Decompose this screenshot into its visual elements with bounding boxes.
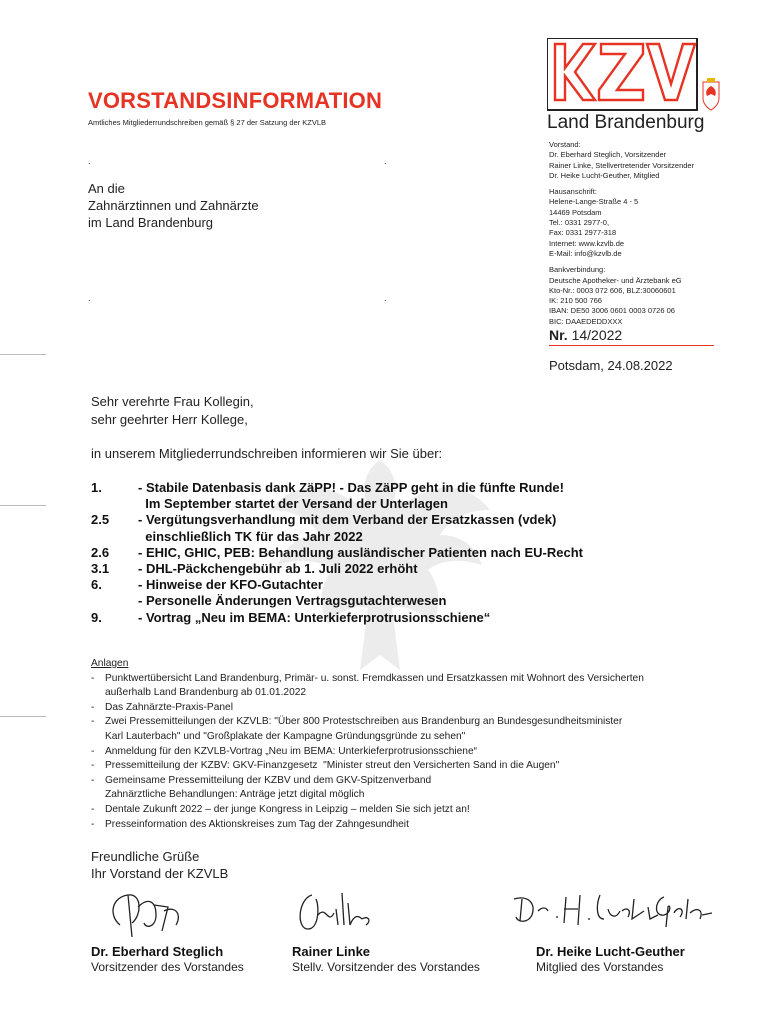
number-underline [549,345,714,346]
topic-text: - Hinweise der KFO-Gutachter [138,577,323,593]
topic-item [91,512,651,544]
signatory-role: Stellv. Vorsitzender des Vorstandes [292,960,480,974]
address-line: Helene-Lange-Straße 4 - 5 [549,197,639,207]
topic-text: - DHL-Päckchengebühr ab 1. Juli 2022 erhöht [138,561,418,577]
topic-text: - EHIC, GHIC, PEB: Behandlung ausländischer Patienten nach EU-Recht [138,544,583,560]
recipient-line: Zahnärztinnen und Zahnärzte [88,198,259,213]
attachment-text: Presseinformation des Aktionskreises zum Tag der Zahngesundheit [105,818,409,830]
attachment-item: - Punktwertübersicht Land Brandenburg, Primär- u. sonst. Fremdkassen und Ersatzkassen mit Wohnort des Versicherten außerhalb Land Brandenburg ab 01.01.2022 [91,672,731,701]
bank-line: Deutsche Apotheker- und Ärztebank eG [549,275,682,285]
board-line: Vorstand: [549,140,581,149]
attachment-text: Punktwertübersicht Land Brandenburg, Primär- u. sonst. Fremdkassen und Ersatzkassen mit Wohnort des Versicherten [105,672,644,684]
topic-number: 2.6 [91,544,110,560]
topic-number: 6. [91,577,102,593]
topic-number: 1. [91,480,102,495]
address-line: 14469 Potsdam [549,207,602,217]
address-line: Tel.: 0331 2977-0, [549,218,610,228]
number-label: Nr. [549,327,568,343]
topic-item [91,577,651,593]
topic-text: einschließlich TK für das Jahr 2022 [138,528,363,544]
attachment-text: Das Zahnärzte-Praxis-Panel [105,701,233,713]
bank-line: IBAN: DE50 3006 0601 0003 0726 06 [549,306,675,316]
attachment-item: - Anmeldung für den KZVLB-Vortrag „Neu im BEMA: Unterkieferprotrusionsschiene“ [91,745,731,760]
recipient-line: im Land Brandenburg [88,215,214,230]
signatory-name: Dr. Heike Lucht-Geuther [536,944,685,959]
topic-item [91,610,651,626]
topic-text: - Vortrag „Neu im BEMA: Unterkieferprotrusionsschiene“ [138,609,491,625]
topic-text: Im September startet der Versand der Unterlagen [138,496,448,512]
board-line: Dr. Eberhard Steglich, Vorsitzender [549,150,667,160]
recipient-line: An die [88,181,125,196]
signatory-name: Rainer Linke [292,944,371,959]
salutation [91,393,254,429]
attachment-text: Dentale Zukunft 2022 – der junge Kongress in Leipzig – melden Sie sich jetzt an! [105,803,470,815]
letter-date: Potsdam, 24.08.2022 [549,358,673,373]
attachments-heading: Anlagen [91,658,129,669]
salutation-line: Sehr verehrte Frau Kollegin, [91,394,254,409]
topic-item [91,593,651,609]
closing-line: Freundliche Grüße [91,849,200,864]
topic-list [91,480,651,626]
topic-text: - Stabile Datenbasis dank ZäPP! - Das ZäPP geht in die fünfte Runde! [138,480,564,495]
attachment-item: - Dentale Zukunft 2022 – der junge Kongress in Leipzig – melden Sie sich jetzt an! [91,803,731,818]
attachment-item: - Zwei Pressemitteilungen der KZVLB: "Über 800 Protestschreiben aus Brandenburg an Bundesgesundheitsminister Karl Lauterbach" und "Großplakate der Kampagne Gründungsgründe zu sehen" [91,715,731,744]
attachment-item: - Pressemitteilung der KZBV: GKV-Finanzgesetz "Minister streut den Versicherten Sand in die Augen" [91,759,731,774]
topic-text: - Vergütungsverhandlung mit dem Verband der Ersatzkassen (vdek) [138,512,557,528]
attachment-text: Zwei Pressemitteilungen der KZVLB: "Über 800 Protestschreiben aus Brandenburg an Bundesgesundheitsminister [105,716,623,728]
signature-linke [292,885,382,943]
topic-item [91,480,651,512]
topic-text: - Personelle Änderungen Vertragsgutachterwesen [138,593,447,609]
attachment-item: - Presseinformation des Aktionskreises zum Tag der Zahngesundheit [91,818,731,833]
kzv-logo [547,38,722,138]
window-mark-dot: . [88,293,91,303]
topic-item [91,545,651,561]
signatory-name: Dr. Eberhard Steglich [91,944,224,959]
intro-text: in unserem Mitgliederrundschreiben informieren wir Sie über: [91,446,443,461]
salutation-line: sehr geehrter Herr Kollege, [91,412,248,427]
board-block [549,140,729,181]
topic-number [91,593,138,609]
bank-line: BIC: DAAEDEDDXXX [549,316,623,326]
window-mark-dot: . [88,156,91,166]
attachment-text: Pressemitteilung der KZBV: GKV-Finanzgesetz "Minister streut den Versicherten Sand in die Augen" [105,760,560,772]
fold-mark [0,505,46,506]
topic-number: 9. [91,609,102,625]
window-mark-dot: . [384,293,387,303]
signatory-role: Mitglied des Vorstandes [536,960,664,974]
website-link[interactable]: Internet: www.kzvlb.de [549,238,625,248]
topic-number: 2.5 [91,512,110,528]
closing [91,848,228,882]
address-line: Fax: 0331 2977-318 [549,228,617,238]
number-value: 14/2022 [571,327,623,343]
board-line: Rainer Linke, Stellvertretender Vorsitzender [549,160,695,170]
fold-mark [0,354,46,355]
bank-block [549,265,729,327]
bank-line: IK: 210 500 766 [549,296,602,306]
fold-mark [0,716,46,717]
attachment-text: Gemeinsame Pressemitteilung der KZBV und dem GKV-Spitzenverband [105,774,432,786]
bank-line: Bankverbindung: [549,265,606,275]
page-subtitle: Amtliches Mitgliederrundschreiben gemäß § 27 der Satzung der KZVLB [88,118,327,127]
logo-region-text: Land Brandenburg [547,112,705,133]
attachment-text: Karl Lauterbach" und "Großplakate der Kampagne Gründungsgründe zu sehen" [105,730,466,742]
bank-line: Kto-Nr.: 0003 072 606, BLZ:30060601 [549,285,676,295]
address-block [549,187,729,259]
topic-number: 3.1 [91,561,110,577]
signature-steglich [98,885,198,943]
topic-item [91,561,651,577]
attachments-section [91,657,731,832]
page-title: VORSTANDSINFORMATION [88,88,383,113]
sidebar-info [549,140,729,333]
signatory-role: Vorsitzender des Vorstandes [91,960,244,974]
attachment-item: - Das Zahnärzte-Praxis-Panel [91,701,731,716]
circular-number [549,327,622,343]
board-line: Dr. Heike Lucht-Geuther, Mitglied [549,170,660,180]
attachment-text: Anmeldung für den KZVLB-Vortrag „Neu im BEMA: Unterkieferprotrusionsschiene“ [105,745,478,757]
address-line: Hausanschrift: [549,187,597,197]
closing-line: Ihr Vorstand der KZVLB [91,866,229,881]
eagle-crest-icon [703,78,719,110]
signature-lucht-geuther [508,885,714,937]
window-mark-dot: . [384,156,387,166]
attachment-text: Zahnärztliche Behandlungen: Anträge jetzt digital möglich [105,789,365,801]
email-link[interactable]: E-Mail: info@kzvlb.de [549,248,622,258]
attachment-text: außerhalb Land Brandenburg ab 01.01.2022 [105,687,307,699]
attachment-item: - Gemeinsame Pressemitteilung der KZBV und dem GKV-Spitzenverband Zahnärztliche Behandlungen: Anträge jetzt digital möglich [91,774,731,803]
recipient-address [88,180,259,231]
